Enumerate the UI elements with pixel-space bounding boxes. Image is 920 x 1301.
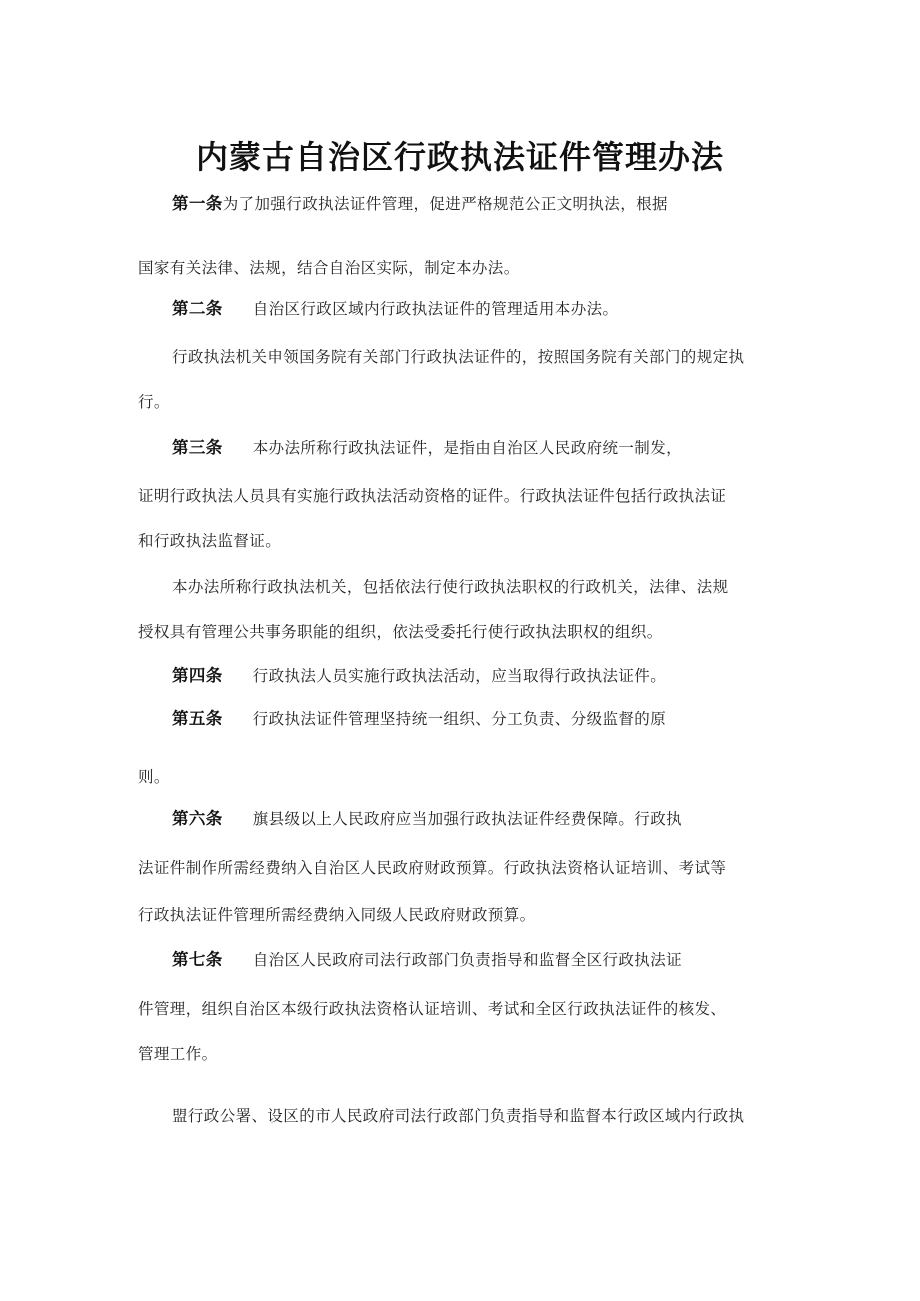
paragraph-line	[172, 805, 682, 829]
article-label: 第三条	[172, 438, 223, 457]
article-label: 第五条	[172, 709, 223, 728]
line-text: 行政执法人员实施行政执法活动，应当取得行政执法证件。	[252, 667, 667, 685]
line-text: 行政执法证件管理坚持统一组织、分工负责、分级监督的原	[252, 710, 667, 728]
paragraph-line: 行政执法证件管理所需经费纳入同级人民政府财政预算。	[138, 906, 536, 924]
paragraph-line: 行政执法机关申领国务院有关部门行政执法证件的，按照国务院有关部门的规定执	[172, 348, 745, 366]
paragraph-line: 证明行政执法人员具有实施行政执法活动资格的证件。行政执法证件包括行政执法证	[138, 487, 727, 505]
paragraph-line: 授权具有管理公共事务职能的组织，依法受委托行使行政执法职权的组织。	[138, 623, 663, 641]
article-label: 第四条	[172, 666, 223, 685]
paragraph-line: 和行政执法监督证。	[138, 532, 282, 550]
paragraph-line: 法证件制作所需经费纳入自治区人民政府财政预算。行政执法资格认证培训、考试等	[138, 859, 727, 877]
paragraph-line: 件管理，组织自治区本级行政执法资格认证培训、考试和全区行政执法证件的核发、	[138, 1000, 727, 1018]
paragraph-line	[172, 946, 682, 970]
article-label: 第七条	[172, 950, 223, 969]
article-label: 第六条	[172, 809, 223, 828]
document-title: 内蒙古自治区行政执法证件管理办法	[195, 138, 724, 176]
paragraph-line	[172, 705, 666, 729]
paragraph-line: 行。	[138, 393, 170, 411]
paragraph-line	[172, 434, 682, 458]
paragraph-line	[172, 662, 666, 686]
paragraph-line: 盟行政公署、设区的市人民政府司法行政部门负责指导和监督本行政区域内行政执	[172, 1107, 745, 1125]
article-label: 第二条	[172, 299, 223, 318]
paragraph-line: 国家有关法律、法规，结合自治区实际，制定本办法。	[138, 259, 520, 277]
line-text: 自治区行政区域内行政执法证件的管理适用本办法。	[252, 300, 619, 318]
paragraph-line: 管理工作。	[138, 1045, 218, 1063]
line-text: 本办法所称行政执法证件，是指由自治区人民政府统一制发，	[252, 439, 683, 457]
paragraph-line	[172, 295, 618, 319]
paragraph-line: 则。	[138, 768, 170, 786]
paragraph-line: 本办法所称行政执法机关，包括依法行使行政执法职权的行政机关，法律、法规	[172, 578, 729, 596]
line-text: 旗县级以上人民政府应当加强行政执法证件经费保障。行政执	[252, 810, 683, 828]
line-text: 自治区人民政府司法行政部门负责指导和监督全区行政执法证	[252, 951, 683, 969]
paragraph-line	[172, 190, 668, 214]
line-text: 为了加强行政执法证件管理，促进严格规范公正文明执法，根据	[222, 195, 668, 213]
article-label: 第一条	[172, 194, 223, 213]
